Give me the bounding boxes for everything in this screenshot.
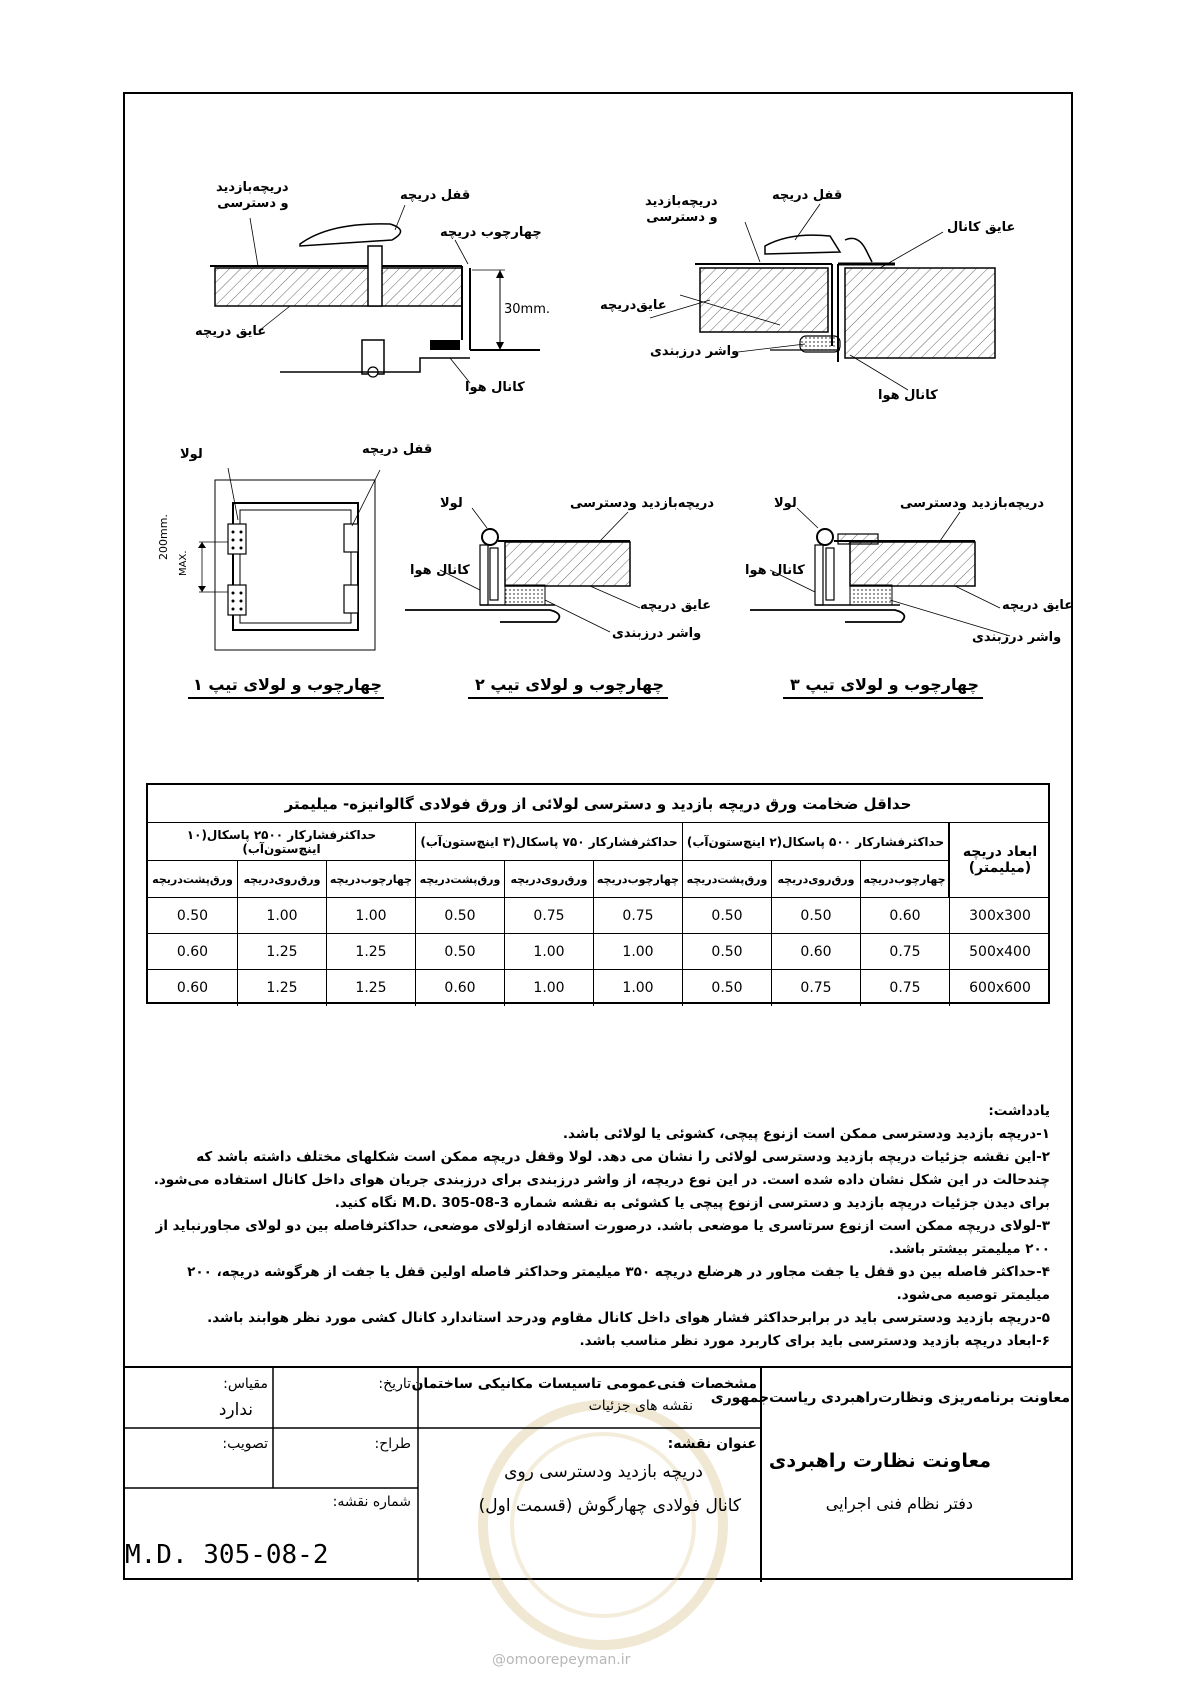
tb-number-label: شماره نقشه: (332, 1494, 411, 1510)
tb-number-value: M.D. 305-08-2 (125, 1540, 329, 1570)
sub-750-face: ورق‌روی‌دریچه (504, 861, 593, 897)
sub-2500-face: ورق‌روی‌دریچه (237, 861, 326, 897)
label-t3-hinge: لولا (774, 496, 797, 511)
label-t1-hinge: لولا (180, 447, 203, 462)
tb-approval-label: تصویب: (222, 1436, 268, 1452)
label-d2-duct: کانال هوا (878, 388, 938, 403)
table-cell: 1.25 (326, 970, 415, 1006)
table-cell: 1.00 (326, 898, 415, 933)
label-d1-lock: قفل دریچه (400, 188, 471, 203)
label-t1-lock: قفل دریچه (362, 442, 433, 457)
label-d2-inspection: دریچه‌بازدید و دسترسی (645, 194, 718, 225)
table-cell: 1.25 (237, 934, 326, 969)
title-type3-underline (783, 697, 983, 699)
notes (140, 1100, 1050, 1353)
title-type1-underline (188, 697, 384, 699)
tb-scale-label: مقیاس: (223, 1376, 268, 1392)
label-t2-hinge: لولا (440, 496, 463, 511)
table-row (148, 898, 1048, 934)
table-cell: 0.60 (176, 980, 209, 996)
label-d1-frame: چهارچوب دریچه (440, 225, 542, 240)
table-cell: 0.50 (415, 898, 504, 933)
title-type2-underline (468, 697, 668, 699)
label-d1-duct: کانال هوا (465, 380, 525, 395)
detail-lock-1 (210, 224, 540, 377)
table-cell: 1.25 (237, 970, 326, 1006)
sub-500-face: ورق‌روی‌دریچه (771, 861, 860, 897)
table-group-750: حداکثرفشارکار ۷۵۰ پاسکال(۳ اینچ‌ستون‌آب) (415, 823, 682, 860)
table-cell: 0.75 (860, 934, 949, 969)
tb-drawing-title1: دریچه بازدید ودسترسی روی (504, 1462, 703, 1482)
label-t2-inspection: دریچه‌بازدید ودسترسی (570, 496, 714, 511)
table-title: حداقل ضخامت ورق دریچه بازدید و دسترسی لولائی از ورق فولادی گالوانیزه- میلیمتر (284, 794, 912, 813)
table-cell: 0.60 (415, 970, 504, 1006)
table-cell: 1.00 (593, 970, 682, 1006)
table-row (148, 934, 1048, 970)
table-cell: 1.00 (504, 934, 593, 969)
label-t2-duct: کانال هوا (410, 563, 470, 578)
table-cell: 1.00 (593, 934, 682, 969)
label-t3-gasket: واشر درزبندی (972, 630, 1062, 645)
table-dim-cell: 500x400 (949, 934, 1050, 969)
table-cell: 1.25 (326, 934, 415, 969)
table-cell: 1.00 (504, 970, 593, 1006)
tb-drawing-title2: کانال فولادی چهارگوش (قسمت اول) (478, 1496, 741, 1516)
table-group-2500: حداکثرفشارکار ۲۵۰۰ پاسکال(۱۰ اینچ‌ستون‌آب) (186, 827, 377, 856)
table-cell: 0.75 (771, 970, 860, 1006)
sub-500-frame: چهارچوب‌دریچه (860, 861, 949, 897)
table-subheader-row (148, 861, 949, 898)
table-cell: 0.50 (415, 934, 504, 969)
table-cell: 0.75 (593, 898, 682, 933)
tb-org1: معاونت برنامه‌ریزی ونظارت‌راهبردی ریاست‌جمهوری (710, 1390, 1070, 1406)
note-6: ۶-ابعاد دریچه بازدید ودسترسی باید برای کاربرد مورد نظر مناسب باشد. (579, 1333, 1050, 1349)
label-t1-dim: 200mm. (157, 514, 170, 560)
label-d1-insulation: عایق دریچه (195, 324, 267, 339)
table-group-row (148, 823, 949, 861)
tb-drawing-title-label: عنوان نقشه: (667, 1436, 757, 1452)
table-cell: 0.60 (860, 898, 949, 933)
tb-scale-value: ندارد (218, 1400, 253, 1420)
tb-org3: دفتر نظام فنی اجرایی (825, 1494, 973, 1513)
sub-500-back: ورق‌پشت‌دریچه (682, 861, 771, 897)
detail-lock-2 (695, 235, 995, 362)
table-cell: 0.50 (682, 934, 771, 969)
title-type1: چهارچوب و لولای تیپ ۱ (193, 675, 383, 694)
table-cell: 0.75 (860, 970, 949, 1006)
label-t1-max: MAX. (178, 550, 189, 576)
sub-2500-frame: چهارچوب‌دریچه (326, 861, 415, 897)
title-type2: چهارچوب و لولای تیپ ۲ (475, 675, 665, 694)
sub-2500-back: ورق‌پشت‌دریچه (152, 872, 233, 886)
table-dim-cell: 300x300 (949, 898, 1050, 933)
title-type3: چهارچوب و لولای تیپ ۳ (790, 675, 980, 694)
label-d1-inspection: دریچه‌بازدید و دسترسی (216, 180, 289, 211)
label-d2-gasket: واشر درزبندی (650, 344, 740, 359)
label-d2-door-insulation: عایق‌دریچه (600, 298, 667, 313)
watermark-site: @omoorepeyman.ir (492, 1652, 631, 1668)
label-d2-lock: قفل دریچه (772, 188, 843, 203)
tb-org2: معاونت نظارت راهبردی (768, 1450, 991, 1472)
sub-750-frame: چهارچوب‌دریچه (593, 861, 682, 897)
table-dim-cell: 600x600 (949, 970, 1050, 1006)
table-title-row (148, 785, 1048, 823)
tb-date-label: تاریخ: (378, 1376, 411, 1392)
title-block (123, 1366, 1073, 1580)
thickness-table (146, 783, 1050, 1004)
label-t3-inspection: دریچه‌بازدید ودسترسی (900, 496, 1044, 511)
table-cell: 0.50 (682, 898, 771, 933)
table-cell: 0.50 (176, 907, 209, 924)
label-d2-duct-insulation: عایق کانال (947, 220, 1016, 235)
tb-spec2: نقشه های جزئیات (588, 1398, 693, 1414)
note-2: ۲-این نقشه جزئیات دریچه بازدید ودسترسی لولائی را نشان می دهد. لولا وقفل دریچه ممکن است شکلهای مختلف داشته باشد که چندحالت در این شکل نشان داده شده است. در این نوع دریچه، از واشر درزبندی برای درزبندی جریان هوای داخل کانال استفاده می‌شود. برای دیدن جزئیات دریچه بازدید و دسترسی ازنوع پیچی یا کشوئی به نقشه شماره M.D. 305-08-3 نگاه کنید. (153, 1149, 1050, 1211)
note-5: ۵-دریچه بازدید ودسترسی باید در برابرحداکثر فشار هوای داخل کانال مقاوم ودرحد استاندارد کانال کشی مورد نظر هوابند باشد. (207, 1310, 1050, 1326)
sub-750-back: ورق‌پشت‌دریچه (415, 861, 504, 897)
note-3: ۳-لولای دریچه ممکن است ازنوع سرتاسری یا موضعی باشد. درصورت استفاده ازلولای موضعی، حداکثرفاصله بین دو لولای مجاورنباید از ۲۰۰ میلیمتر بیشتر باشد. (155, 1218, 1050, 1257)
tb-designer-label: طراح: (374, 1436, 411, 1452)
label-t2-insulation: عایق دریچه (640, 598, 712, 613)
table-cell: 1.00 (237, 898, 326, 933)
label-d1-dim: 30mm. (504, 302, 551, 317)
table-cell: 0.50 (682, 970, 771, 1006)
note-4: ۴-حداکثر فاصله بین دو قفل یا جفت مجاور در هرضلع دریچه ۳۵۰ میلیمتر وحداکثر فاصله اولین قفل یا جفت از هرگوشه دریچه، ۲۰۰ میلیمتر توصیه می‌شود. (187, 1264, 1050, 1303)
label-t3-duct: کانال هوا (745, 563, 805, 578)
notes-heading: یادداشت: (988, 1103, 1050, 1119)
note-1: ۱-دریچه بازدید ودسترسی ممکن است ازنوع پیچی، کشوئی یا لولائی باشد. (562, 1126, 1050, 1142)
table-row (148, 970, 1048, 1006)
table-cell: 0.75 (504, 898, 593, 933)
table-cell: 0.50 (771, 898, 860, 933)
table-dims-header: ابعاد دریچه (میلیمتر) (949, 823, 1050, 898)
table-group-500: حداکثرفشارکار ۵۰۰ پاسکال(۲ اینچ‌ستون‌آب) (682, 823, 949, 860)
type1-elevation (198, 468, 380, 650)
table-cell: 0.60 (771, 934, 860, 969)
tb-spec1: مشخصات فنی‌عمومی تاسیسات مکانیکی ساختمان (411, 1376, 757, 1392)
label-t3-insulation: عایق دریچه (1002, 598, 1074, 613)
label-t2-gasket: واشر درزبندی (612, 626, 702, 641)
table-cell: 0.60 (176, 943, 209, 960)
